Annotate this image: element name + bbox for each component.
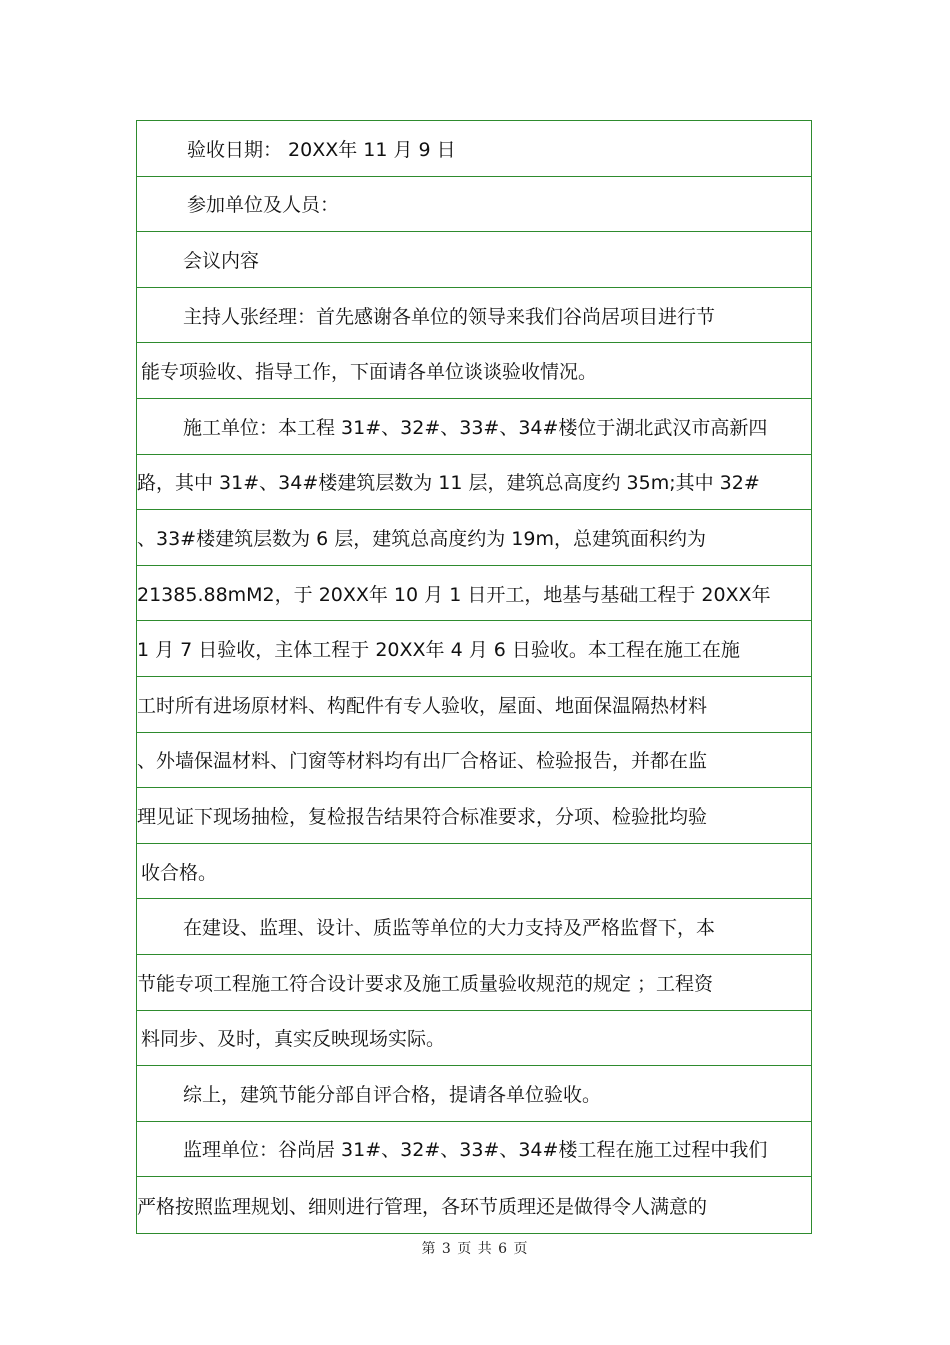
text-line: 料同步、及时，真实反映现场实际。: [137, 1011, 811, 1067]
text-line: 严格按照监理规划、细则进行管理，各环节质理还是做得令人满意的: [137, 1195, 708, 1218]
acceptance-date-line: 验收日期： 20XX年 11 月 9 日: [137, 121, 811, 177]
text-line: 、外墙保温材料、门窗等材料均有出厂合格证、检验报告，并都在监: [137, 733, 811, 789]
ruled-text-frame: [136, 120, 812, 1234]
text-line: 21385.88mM2，于 20XX年 10 月 1 日开工，地基与基础工程于 20XX年: [137, 566, 811, 622]
participants-line: 参加单位及人员：: [137, 177, 811, 233]
text-line: 在建设、监理、设计、质监等单位的大力支持及严格监督下，本: [137, 899, 811, 955]
text-line: 主持人张经理：首先感谢各单位的领导来我们谷尚居项目进行节: [137, 288, 811, 344]
text-line: 、33#楼建筑层数为 6 层，建筑总高度约为 19m，总建筑面积约为: [137, 510, 811, 566]
text-line: 节能专项工程施工符合设计要求及施工质量验收规范的规定 ；工程资: [137, 955, 811, 1011]
text-line: 理见证下现场抽检，复检报告结果符合标准要求，分项、检验批均验: [137, 788, 811, 844]
text-line: 施工单位：本工程 31#、32#、33#、34#楼位于湖北武汉市高新四: [137, 399, 811, 455]
text-line: 1 月 7 日验收，主体工程于 20XX年 4 月 6 日验收。本工程在施工在施: [137, 621, 811, 677]
text-line: 工时所有进场原材料、构配件有专人验收，屋面、地面保温隔热材料: [137, 677, 811, 733]
text-line: 监理单位：谷尚居 31#、32#、33#、34#楼工程在施工过程中我们: [137, 1122, 811, 1178]
page-number-footer: 第 3 页 共 6 页: [421, 1241, 529, 1257]
text-line: 综上，建筑节能分部自评合格，提请各单位验收。: [137, 1066, 811, 1122]
text-line: 路，其中 31#、34#楼建筑层数为 11 层，建筑总高度约 35m;其中 32#: [137, 455, 811, 511]
text-line: 能专项验收、指导工作，下面请各单位谈谈验收情况。: [137, 343, 811, 399]
text-line: 收合格。: [137, 844, 811, 900]
meeting-content-heading: 会议内容: [137, 232, 811, 288]
